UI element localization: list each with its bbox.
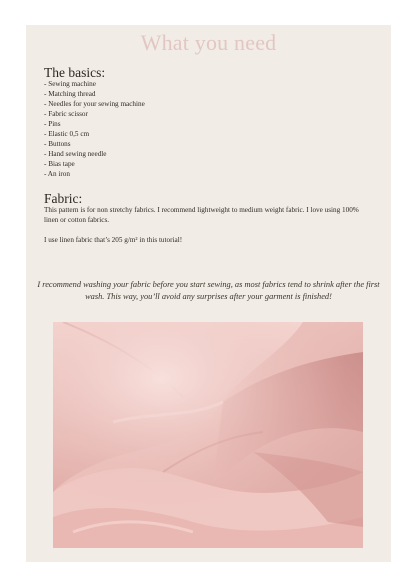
list-item: - Fabric scissor [44, 110, 88, 118]
basics-list [44, 79, 145, 179]
list-item: - Buttons [44, 140, 71, 148]
fabric-heading: Fabric: [44, 191, 83, 206]
list-item: - Pins [44, 120, 61, 128]
list-item: - An iron [44, 170, 70, 178]
list-item: - Sewing machine [44, 80, 96, 88]
list-item: - Matching thread [44, 90, 96, 98]
washing-note: I recommend washing your fabric before you start sewing, as most fabrics tend to shrink after the first wash. This way, you’ll avoid any surprises after your garment is finished! [37, 280, 380, 301]
fabric-weight-note: I use linen fabric that’s 205 g/m² in this tutorial! [44, 236, 183, 244]
list-item: - Elastic 0,5 cm [44, 130, 90, 138]
fabric-paragraph: This pattern is for non stretchy fabrics. I recommend lightweight to medium weight fabric. I love using 100% linen or cotton fabrics. [44, 206, 359, 224]
linen-fabric-photo [53, 322, 363, 548]
document-page [26, 25, 391, 562]
list-item: - Hand sewing needle [44, 150, 107, 158]
fabric-folds-image [53, 322, 363, 548]
list-item: - Needles for your sewing machine [44, 100, 145, 108]
list-item: - Bias tape [44, 160, 75, 168]
basics-heading: The basics: [44, 65, 106, 80]
page-title: What you need [140, 30, 277, 55]
